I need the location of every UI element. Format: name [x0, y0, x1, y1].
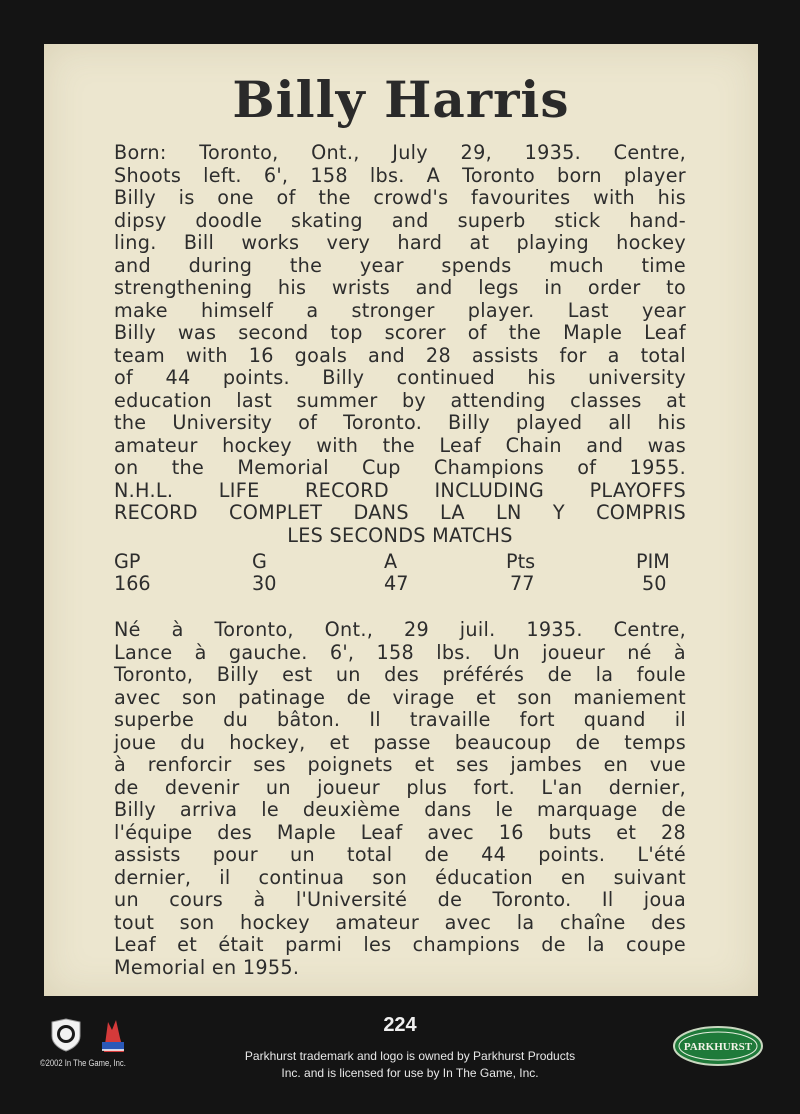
stats-values-row [114, 572, 686, 594]
stats-header-a: A [384, 550, 398, 573]
bio-en-line: the University of Toronto. Billy played all his [114, 411, 686, 434]
stats-value-a: 47 [384, 572, 409, 595]
bio-fr-line: Lance à gauche. 6', 158 lbs. Un joueur né à [114, 640, 686, 664]
bio-fr-line: Toronto, Billy est un des préférés de la foule [114, 663, 686, 686]
stats-header-pim: PIM [636, 550, 670, 573]
bio-en-line: strengthening his wrists and legs in order to [114, 276, 686, 299]
bio-fr-line: avec son patinage de virage et son maniement [114, 685, 686, 709]
bio-fr-line: dernier, il continua son éducation en suivant [114, 865, 686, 889]
stats-value-pim: 50 [642, 572, 667, 595]
stats-value-gp: 166 [114, 572, 151, 595]
legal-line: Parkhurst trademark and logo is owned by Parkhurst Products [244, 1049, 576, 1063]
bio-en-line: make himself a stronger player. Last year [114, 298, 686, 322]
stats-value-pts: 77 [510, 572, 535, 595]
bio-english [114, 142, 686, 547]
card-number: 224 [383, 1014, 417, 1036]
legal-line: Inc. and is licensed for use by In The Game, Inc. [281, 1066, 539, 1080]
bio-fr-line: l'équipe des Maple Leaf avec 16 buts et 28 [114, 820, 686, 844]
bio-fr-line: joue du hockey, et passe beaucoup de temps [114, 730, 686, 754]
stats-table [114, 550, 686, 594]
bio-en-line: Billy is one of the crowd's favourites with his [114, 186, 686, 209]
bio-en-line: Billy was second top scorer of the Maple Leaf [114, 321, 686, 344]
record-heading-fr-2: LES SECONDS MATCHS [287, 523, 513, 547]
stats-value-g: 30 [252, 572, 277, 595]
record-heading-fr: RECORD COMPLET DANS LA LN Y COMPRIS [114, 501, 686, 524]
copyright-notice: ©2002 In The Game, Inc. [40, 1058, 126, 1068]
bio-fr-line: Billy arriva le deuxième dans le marquage de [114, 798, 686, 821]
bio-en-line: amateur hockey with the Leaf Chain and was [114, 433, 686, 457]
bio-en-line: Born: Toronto, Ont., July 29, 1935. Centre, [114, 141, 686, 164]
bio-en-line: of 44 points. Billy continued his university [114, 366, 686, 389]
parkhurst-logo-text: PARKHURST [683, 1041, 753, 1053]
bio-panel [44, 44, 758, 996]
bio-en-line: on the Memorial Cup Champions of 1955. [114, 456, 686, 479]
bio-french [114, 619, 686, 979]
bio-en-line: dipsy doodle skating and superb stick hand- [114, 208, 686, 232]
bio-en-line: ling. Bill works very hard at playing hockey [114, 231, 686, 254]
bio-fr-line: Leaf et était parmi les champions de la coupe [114, 933, 686, 956]
bio-fr-line: Né à Toronto, Ont., 29 juil. 1935. Centre, [114, 618, 686, 641]
bio-en-line: team with 16 goals and 28 assists for a total [114, 343, 686, 367]
stats-header-g: G [252, 550, 267, 573]
bio-fr-line: Memorial en 1955. [114, 955, 300, 979]
bio-fr-line: de devenir un joueur plus fort. L'an dernier, [114, 775, 686, 799]
bio-fr-line: tout son hockey amateur avec la chaîne des [114, 910, 686, 934]
bio-fr-line: à renforcir ses poignets et ses jambes en vue [114, 753, 686, 776]
bio-fr-line: assists pour un total de 44 points. L'été [114, 843, 686, 866]
bio-en-line: Shoots left. 6', 158 lbs. A Toronto born player [114, 163, 686, 187]
legal-text [180, 1048, 640, 1082]
stats-header-pts: Pts [506, 550, 536, 573]
bio-en-line: education last summer by attending classes at [114, 388, 686, 412]
player-name: Billy Harris [232, 70, 570, 129]
card-footer [0, 996, 800, 1114]
record-heading-en: N.H.L. LIFE RECORD INCLUDING PLAYOFFS [114, 478, 686, 502]
bio-fr-line: un cours à l'Université de Toronto. Il joua [114, 888, 686, 911]
bio-fr-line: superbe du bâton. Il travaille fort quand il [114, 708, 686, 731]
parkhurst-logo-icon [672, 1024, 764, 1068]
stats-header-row [114, 550, 686, 572]
stats-header-gp: GP [114, 550, 141, 573]
bio-en-line: and during the year spends much time [114, 253, 686, 277]
